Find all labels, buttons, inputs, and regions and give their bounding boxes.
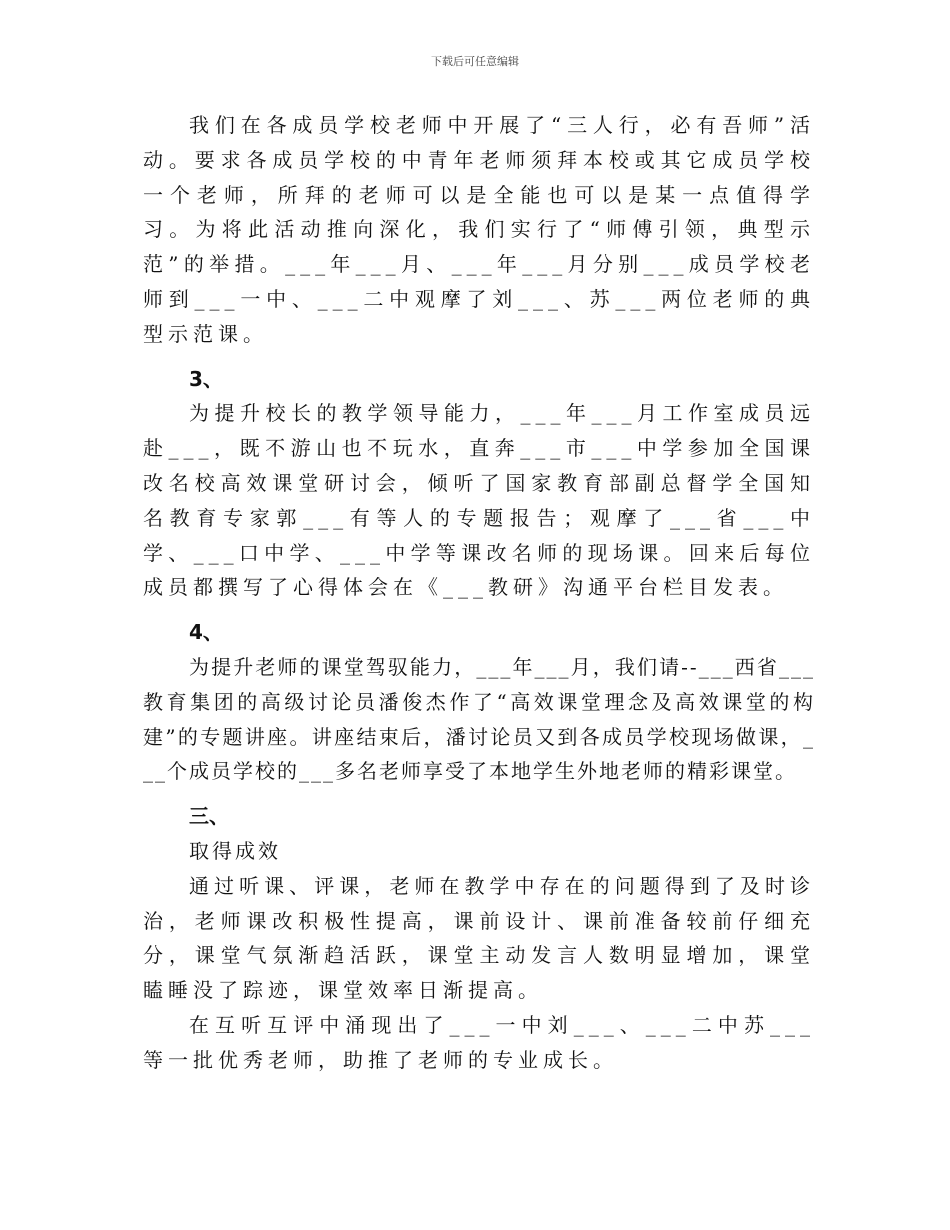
subheading-results: 取得成效 [189,838,281,863]
paragraph-mentor-activity: 我们在各成员学校老师中开展了“三人行，必有吾师”活动。要求各成员学校的中青年老师须拜本校或其它成员学校一个老师，所拜的老师可以是全能也可以是某一点值得学习。为将此活动推向深化，我们实行了“师傅引领，典型示范”的举措。___年___月、___年___月分别___成员学校老师到___一中、___二中观摩了刘___、苏___两位老师的典型示范课。 [143,113,815,346]
paragraph-results: 通过听课、评课，老师在教学中存在的问题得到了及时诊治，老师课改积极性提高，课前设计、课前准备较前仔细充分，课堂气氛渐趋活跃，课堂主动发言人数明显增加，课堂瞌睡没了踪迹，课堂效率日渐提高。 [143,873,815,1003]
heading-item-3: 3、 [189,366,223,391]
paragraph-outstanding-teachers: 在互听互评中涌现出了___一中刘___、___二中苏___等一批优秀老师，助推了老师的专业成长。 [143,1012,815,1072]
heading-section-three: 三、 [189,804,229,829]
page-header-note: 下载后可任意编辑 [431,55,519,68]
document-body [143,108,815,1078]
heading-item-4: 4、 [189,620,223,645]
paragraph-teacher-lecture: 为提升老师的课堂驾驭能力，___年___月，我们请--___西省___教育集团的高级讨论员潘俊杰作了“高效课堂理念及高效课堂的构建”的专题讲座。讲座结束后，潘讨论员又到各成员学校现场做课，___个成员学校的___多名老师享受了本地学生外地老师的精彩课堂。 [143,654,815,784]
paragraph-principal-training: 为提升校长的教学领导能力，___年___月工作室成员远赴___，既不游山也不玩水，直奔___市___中学参加全国课改名校高效课堂研讨会，倾听了国家教育部副总督学全国知名教育专家郭___有等人的专题报告；观摩了___省___中学、___口中学、___中学等课改名师的现场课。回来后每位成员都撰写了心得体会在《___教研》沟通平台栏目发表。 [143,401,815,600]
